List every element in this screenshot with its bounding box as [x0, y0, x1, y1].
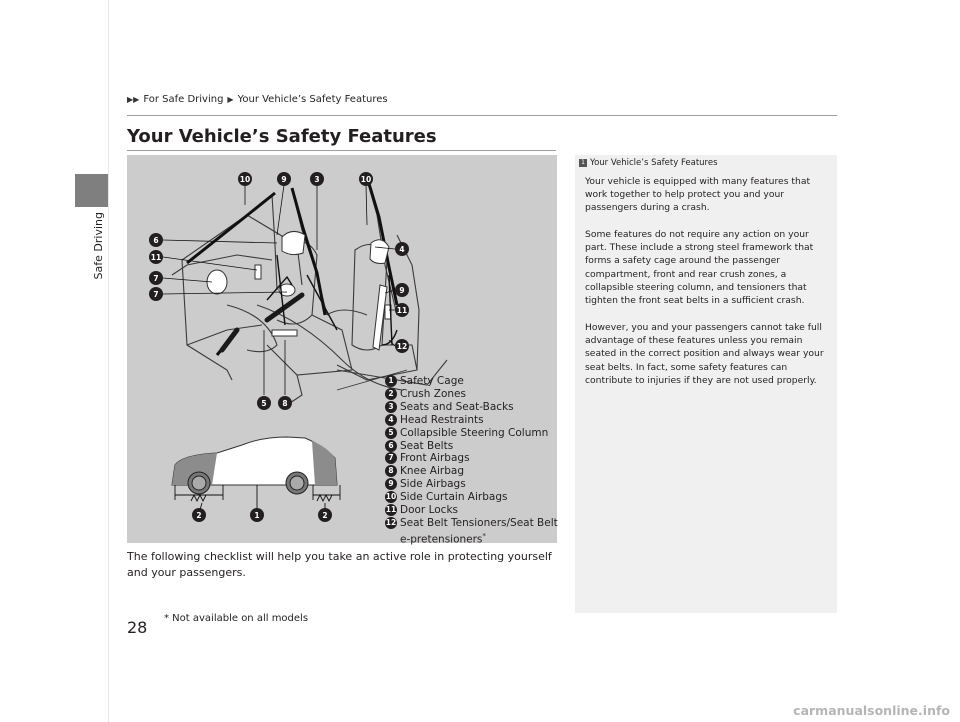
- legend-number: 2: [385, 388, 397, 400]
- callout-label: 2: [322, 511, 328, 520]
- legend-number: 3: [385, 401, 397, 413]
- legend-label: Front Airbags: [400, 452, 470, 465]
- legend-item: [385, 414, 558, 427]
- legend-item: [385, 440, 558, 453]
- sidebar-note: [575, 155, 837, 613]
- callout-label: 5: [261, 399, 267, 408]
- watermark: carmanualsonline.info: [793, 703, 950, 718]
- legend-label: Seats and Seat-Backs: [400, 400, 514, 413]
- legend-item: [385, 517, 558, 546]
- note-paragraph: Your vehicle is equipped with many features that work together to help protect you and your passengers during a crash.: [585, 176, 811, 214]
- note-number: 1: [579, 159, 587, 167]
- legend-item: [385, 452, 558, 465]
- note-paragraph: Some features do not require any action on your part. These include a strong steel framework that forms a safety cage around the passenger compartment, front and rear crush zones, a collapsible steering column, and tensioners that tighten the front seat belts in a sufficient crash.: [585, 229, 814, 307]
- legend-label: Crush Zones: [400, 387, 466, 400]
- breadcrumb-arrow-icon: ▶▶: [127, 95, 140, 104]
- breadcrumb: [127, 94, 388, 105]
- legend-label: Head Restraints: [400, 413, 484, 426]
- legend-number: 5: [385, 427, 397, 439]
- legend-number: 10: [385, 492, 397, 502]
- legend-label: Seat Belts: [400, 439, 454, 452]
- callout-label: 7: [153, 290, 159, 299]
- legend-label: Door Locks: [400, 504, 459, 517]
- legend-item: [385, 427, 558, 440]
- legend-number: 12: [385, 517, 397, 527]
- callout-label: 11: [396, 306, 408, 315]
- title-rule: [127, 150, 556, 151]
- callout-label: 1: [254, 511, 260, 520]
- header-rule: [127, 115, 837, 116]
- callout-label: 7: [153, 274, 159, 283]
- legend-number: 9: [385, 478, 397, 490]
- sidebar-divider: [108, 0, 109, 722]
- page-title: Your Vehicle’s Safety Features: [127, 126, 437, 147]
- callout-label: 9: [399, 286, 405, 295]
- callout-label: 12: [396, 342, 408, 351]
- legend-item: [385, 375, 558, 388]
- legend-item: [385, 401, 558, 414]
- features-legend: [385, 375, 558, 546]
- callout-label: 4: [399, 245, 405, 254]
- legend-label: Safety Cage: [400, 375, 464, 387]
- breadcrumb-item-2[interactable]: Your Vehicle’s Safety Features: [237, 94, 388, 105]
- callout-label: 9: [281, 175, 287, 184]
- legend-item: [385, 388, 558, 401]
- legend-item: [385, 491, 558, 504]
- callout-label: 6: [153, 236, 159, 245]
- callout-label: 11: [150, 253, 162, 262]
- legend-label-line2: e-pretensioners: [400, 533, 483, 546]
- legend-label: Knee Airbag: [400, 465, 464, 478]
- legend-item: [385, 478, 558, 491]
- legend-label: Side Airbags: [400, 478, 466, 491]
- callout-label: 10: [360, 175, 372, 184]
- page-number: 28: [127, 618, 148, 637]
- callout-label: 3: [314, 175, 320, 184]
- callout-label: 8: [282, 399, 288, 408]
- legend-number: 1: [385, 375, 397, 387]
- legend-item: [385, 465, 558, 478]
- footnote: * Not available on all models: [164, 613, 309, 624]
- legend-number: 8: [385, 465, 397, 477]
- legend-number: 7: [385, 452, 397, 464]
- legend-number: 6: [385, 440, 397, 452]
- legend-label-line1: Seat Belt Tensioners/Seat Belt: [400, 516, 558, 529]
- legend-label: Side Curtain Airbags: [400, 491, 508, 504]
- section-tab-marker: [75, 174, 108, 207]
- legend-number: 4: [385, 414, 397, 426]
- breadcrumb-arrow-icon: ▶: [227, 95, 234, 104]
- footnote-mark[interactable]: *: [482, 531, 486, 540]
- legend-number: 11: [385, 505, 397, 515]
- legend-label: Collapsible Steering Column: [400, 426, 549, 439]
- legend-label: [400, 517, 558, 546]
- body-paragraph: The following checklist will help you take an active role in protecting yourself and your passengers.: [127, 550, 552, 579]
- legend-item: [385, 504, 558, 517]
- note-title-text: Your Vehicle’s Safety Features: [590, 158, 718, 168]
- note-paragraph: However, you and your passengers cannot take full advantage of these features unless you remain seated in the correct position and always wear your seat belts. In fact, some safety features can contribute to injuries if they are not used properly.: [585, 322, 824, 386]
- callout-label: 2: [196, 511, 202, 520]
- callout-label: 10: [239, 175, 251, 184]
- breadcrumb-item-1[interactable]: For Safe Driving: [143, 94, 224, 105]
- note-title: [579, 158, 718, 168]
- sidebar-section-label: Safe Driving: [92, 212, 105, 280]
